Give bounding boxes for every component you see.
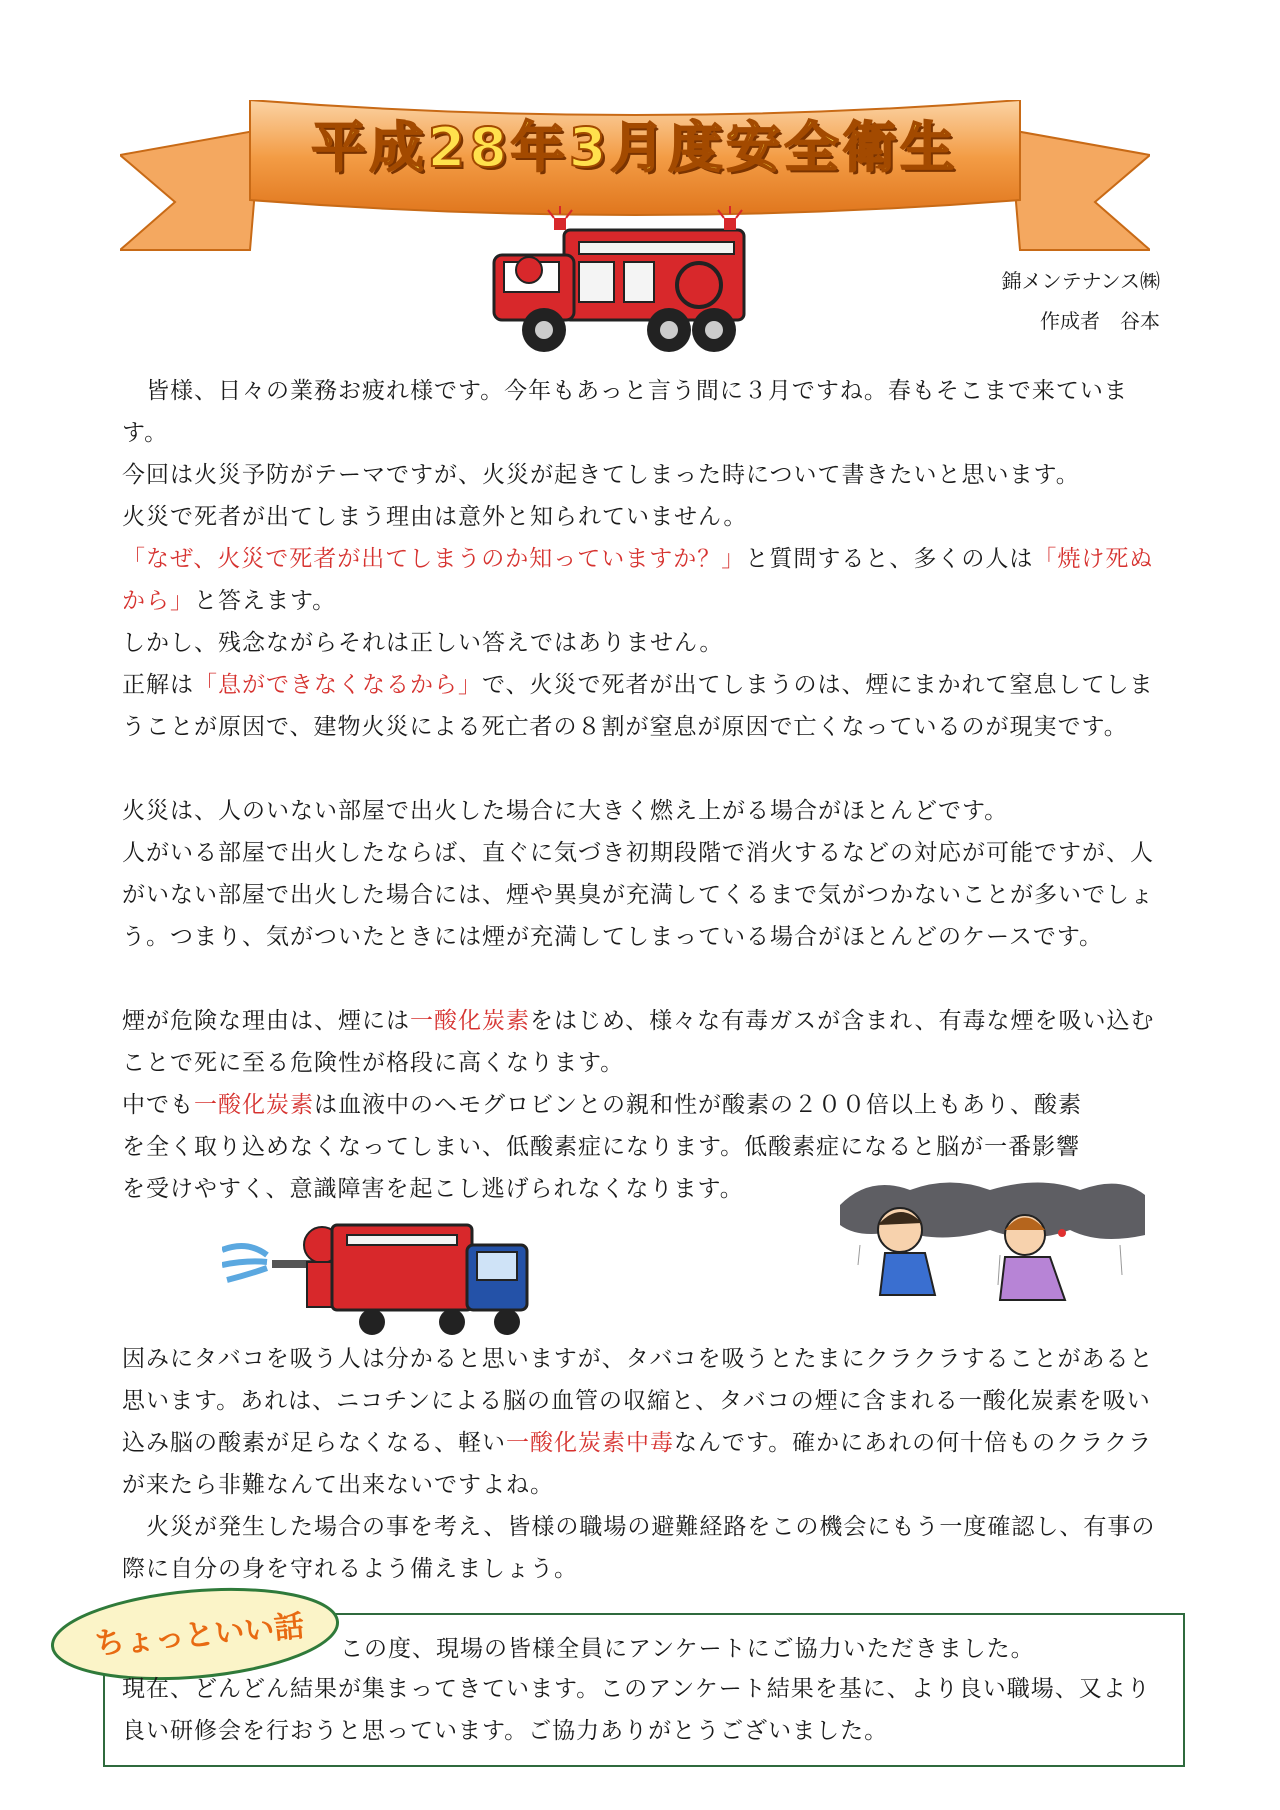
page-title: 平成28年3月度安全衛生: [311, 116, 959, 179]
highlight-question: 「なぜ、火災で死者が出てしまうのか知っていますか？」: [122, 546, 746, 572]
text-line: 今回は火災予防がテーマですが、火災が起きてしまった時について書きたいと思います。: [122, 462, 1080, 488]
text-line: 火災で死者が出てしまう理由は意外と知られていません。: [122, 504, 748, 530]
closing-paragraph: 火災が発生した場合の事を考え、皆様の職場の避難経路をこの機会にもう一度確認し、有事の際に自分の身を守れるよう備えましょう。: [122, 1514, 1156, 1582]
intro-paragraph: [122, 370, 1162, 538]
text-span: なんです。確かにあれの何十倍ものクラクラが来たら非難なんて出来ないですよね。: [122, 1430, 1153, 1498]
text-span: は血液中のヘモグロビンとの親和性が酸素の２００倍以上もあり、酸素: [314, 1092, 1082, 1118]
highlight-co: 一酸化炭素: [194, 1092, 314, 1118]
text-line: を受けやすく、意識障害を起こし逃げられなくなります。: [122, 1176, 744, 1202]
fire-truck-illustration: [484, 200, 766, 360]
text-line: [122, 1084, 1162, 1126]
text-span: をはじめ、様々な有毒ガスが含まれ、有毒な煙を吸い込むことで死に至る危険性が格段に高くなります。: [122, 1008, 1155, 1076]
tobacco-paragraph: [122, 1338, 1162, 1506]
notice-text: 現在、どんどん結果が集まってきています。このアンケート結果を基に、より良い職場、又より良い研修会を行おうと思っています。ご協力ありがとうございました。: [122, 1676, 1151, 1744]
text-line: 皆様、日々の業務お疲れ様です。今年もあっと言う間に３月ですね。春もそこまで来ています。: [122, 378, 1128, 446]
text-line: しかし、残念ながらそれは正しい答えではありません。: [122, 630, 724, 656]
highlight-co-poisoning: 一酸化炭素中毒: [506, 1430, 674, 1456]
text-line: 火災は、人のいない部屋で出火した場合に大きく燃え上がる場合がほとんどです。: [122, 798, 1009, 824]
text-span: 煙が危険な理由は、煙には: [122, 1008, 410, 1034]
notice-text-line: この度、現場の皆様全員にアンケートにご協力いただきました。: [340, 1636, 1035, 1662]
notice-tag-label: ちょっといい話: [93, 1608, 306, 1663]
text-span: で、火災で死者が出てしまうのは、煙にまかれて窒息してしまうことが原因で、建物火災による死亡者の８割が窒息が原因で亡くなっているのが現実です。: [122, 672, 1154, 740]
text-span: 正解は: [122, 672, 194, 698]
company-name: 錦メンテナンス㈱: [1001, 269, 1160, 293]
question-paragraph: [122, 538, 1162, 622]
author-name: 作成者 谷本: [1040, 309, 1160, 333]
text-line: を全く取り込めなくなってしまい、低酸素症になります。低酸素症になると脳が一番影響: [122, 1134, 1081, 1160]
text-span: 中でも: [122, 1092, 194, 1118]
highlight-answer-wrong: 「焼け死ぬから」: [122, 546, 1154, 614]
firefighter-truck-illustration: [222, 1210, 537, 1335]
unattended-room-paragraph: 人がいる部屋で出火したならば、直ぐに気づき初期段階で消火するなどの対応が可能ですが、人がいない部屋で出火した場合には、煙や異臭が充満してくるまで気がつかないことが多いでしょう。つまり、気がついたときには煙が充満してしまっている場合がほとんどのケースです。: [122, 840, 1154, 950]
banner-left-tail: [120, 130, 260, 250]
text-span: 因みにタバコを吸う人は分かると思いますが、タバコを吸うとたまにクラクラすることがあると思います。あれは、ニコチンによる脳の血管の収縮と、タバコの煙に含まれる一酸化炭素を吸い込み脳の酸素が足らなくなる、軽い: [122, 1346, 1154, 1456]
text-span: と答えます。: [194, 588, 337, 614]
children-escaping-smoke-illustration: [840, 1175, 1145, 1325]
answer-paragraph: [122, 664, 1162, 748]
highlight-answer-correct: 「息ができなくなるから」: [194, 672, 482, 698]
smoke-danger-paragraph: [122, 1000, 1162, 1084]
highlight-co: 一酸化炭素: [410, 1008, 530, 1034]
banner-right-tail: [1010, 130, 1150, 250]
text-span: と質問すると、多くの人は: [745, 546, 1034, 572]
